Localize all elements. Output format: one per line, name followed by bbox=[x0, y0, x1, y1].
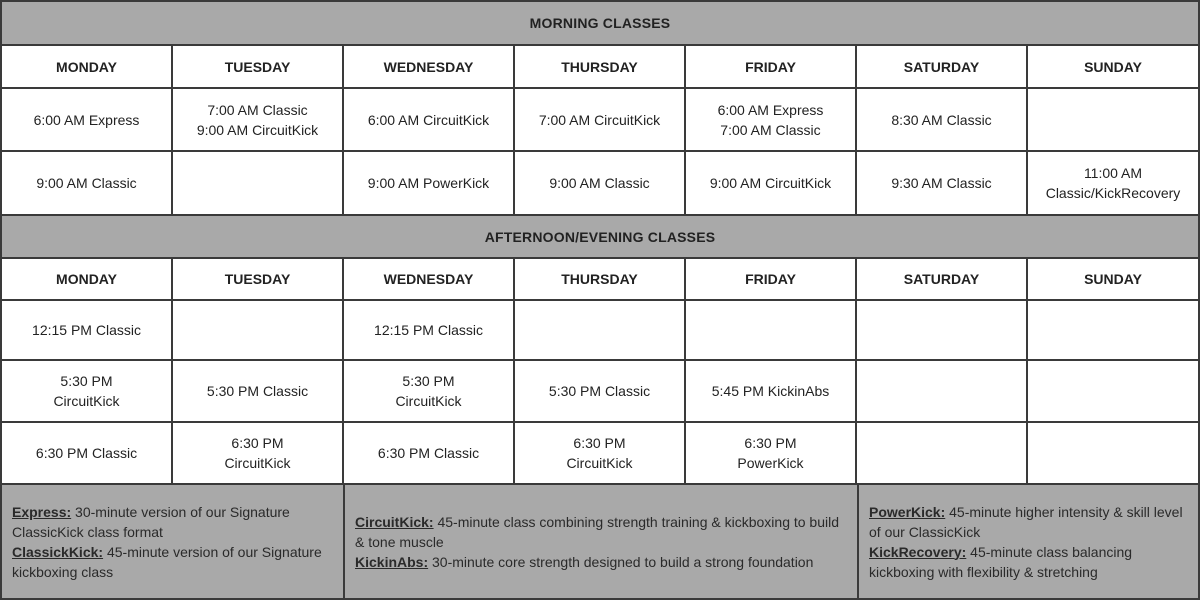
legend-desc: 45-minute class balancing kickboxing with flexibility & stretching bbox=[869, 543, 1133, 580]
schedule-cell: 9:00 AM Classic bbox=[2, 152, 173, 214]
schedule-cell bbox=[515, 301, 686, 359]
schedule-cell bbox=[1028, 361, 1198, 421]
legend-desc: 45-minute version of our Signature kickboxing class bbox=[12, 543, 322, 580]
schedule-cell bbox=[1028, 89, 1198, 150]
legend-term: PowerKick: bbox=[869, 503, 946, 520]
legend-entry-circuitkick bbox=[355, 512, 847, 552]
schedule-cell bbox=[857, 301, 1028, 359]
day-header-tuesday: TUESDAY bbox=[173, 46, 344, 87]
schedule-cell: 5:30 PM CircuitKick bbox=[344, 361, 515, 421]
schedule-cell: 6:00 AM Express bbox=[2, 89, 173, 150]
legend-term: KickinAbs: bbox=[355, 553, 429, 570]
day-header-thursday: THURSDAY bbox=[515, 46, 686, 87]
day-header-saturday: SATURDAY bbox=[857, 46, 1028, 87]
day-header-monday: MONDAY bbox=[2, 259, 173, 299]
schedule-cell: 6:30 PM CircuitKick bbox=[173, 423, 344, 483]
legend-term: KickRecovery: bbox=[869, 543, 967, 560]
schedule-cell: 6:30 PM CircuitKick bbox=[515, 423, 686, 483]
schedule-cell bbox=[173, 301, 344, 359]
day-header-wednesday: WEDNESDAY bbox=[344, 46, 515, 87]
schedule-cell bbox=[857, 361, 1028, 421]
legend-entry-kickinabs bbox=[355, 552, 847, 572]
schedule-cell: 5:30 PM CircuitKick bbox=[2, 361, 173, 421]
schedule-cell bbox=[1028, 423, 1198, 483]
schedule-cell: 11:00 AM Classic/KickRecovery bbox=[1045, 165, 1181, 201]
legend-entry-express bbox=[12, 502, 333, 542]
afternoon-row-3 bbox=[2, 423, 1198, 485]
morning-row-2 bbox=[2, 152, 1198, 214]
afternoon-row-1 bbox=[2, 301, 1198, 361]
day-header-friday: FRIDAY bbox=[686, 46, 857, 87]
schedule-cell: 9:00 AM CircuitKick bbox=[686, 152, 857, 214]
legend-term: ClassickKick: bbox=[12, 543, 104, 560]
schedule-cell: 5:30 PM Classic bbox=[173, 361, 344, 421]
day-header-tuesday: TUESDAY bbox=[173, 259, 344, 299]
schedule-cell: 9:00 AM Classic bbox=[515, 152, 686, 214]
day-header-sunday: SUNDAY bbox=[1084, 58, 1142, 75]
schedule-cell bbox=[857, 423, 1028, 483]
schedule-cell: 6:00 AM CircuitKick bbox=[344, 89, 515, 150]
schedule-cell: 6:30 PM Classic bbox=[344, 423, 515, 483]
class-legend bbox=[2, 485, 1198, 598]
schedule-cell: 5:30 PM Classic bbox=[515, 361, 686, 421]
legend-column-2 bbox=[345, 485, 859, 598]
morning-day-header-row bbox=[2, 46, 1198, 89]
schedule-cell: 7:00 AM Classic 9:00 AM CircuitKick bbox=[173, 89, 344, 150]
schedule-cell bbox=[173, 152, 344, 214]
afternoon-day-header-row bbox=[2, 259, 1198, 301]
day-header-saturday: SATURDAY bbox=[857, 259, 1028, 299]
day-header-monday: MONDAY bbox=[2, 46, 173, 87]
legend-column-3 bbox=[859, 485, 1198, 598]
legend-entry-powerkick bbox=[869, 502, 1188, 542]
day-header-wednesday: WEDNESDAY bbox=[344, 259, 515, 299]
schedule-cell: 7:00 AM CircuitKick bbox=[515, 89, 686, 150]
schedule-cell: 5:45 PM KickinAbs bbox=[686, 361, 857, 421]
legend-term: CircuitKick: bbox=[355, 513, 434, 530]
legend-entry-classickick bbox=[12, 542, 333, 582]
schedule-cell: 6:30 PM PowerKick bbox=[686, 423, 857, 483]
legend-term: Express: bbox=[12, 503, 72, 520]
day-header-sunday: SUNDAY bbox=[1084, 271, 1142, 287]
schedule-cell: 9:00 AM PowerKick bbox=[344, 152, 515, 214]
schedule-cell bbox=[1028, 301, 1198, 359]
schedule-cell: 12:15 PM Classic bbox=[2, 301, 173, 359]
legend-entry-kickrecovery bbox=[869, 542, 1188, 582]
afternoon-row-2 bbox=[2, 361, 1198, 423]
day-header-thursday: THURSDAY bbox=[515, 259, 686, 299]
morning-row-1 bbox=[2, 89, 1198, 152]
schedule-cell bbox=[686, 301, 857, 359]
schedule-cell: 9:30 AM Classic bbox=[857, 152, 1028, 214]
afternoon-evening-classes-heading: AFTERNOON/EVENING CLASSES bbox=[2, 214, 1198, 259]
schedule-cell: 8:30 AM Classic bbox=[857, 89, 1028, 150]
morning-classes-heading: MORNING CLASSES bbox=[2, 2, 1198, 46]
legend-desc: 45-minute higher intensity & skill level of our ClassicKick bbox=[869, 503, 1183, 540]
legend-desc: 45-minute class combining strength training & kickboxing to build & tone muscle bbox=[355, 513, 840, 550]
legend-desc: 30-minute version of our Signature ClassicKick class format bbox=[12, 503, 290, 540]
legend-column-1 bbox=[2, 485, 345, 598]
schedule-cell: 12:15 PM Classic bbox=[344, 301, 515, 359]
schedule-cell: 6:00 AM Express 7:00 AM Classic bbox=[686, 89, 857, 150]
day-header-friday: FRIDAY bbox=[686, 259, 857, 299]
legend-desc: 30-minute core strength designed to build a strong foundation bbox=[432, 553, 814, 570]
schedule-cell: 6:30 PM Classic bbox=[2, 423, 173, 483]
